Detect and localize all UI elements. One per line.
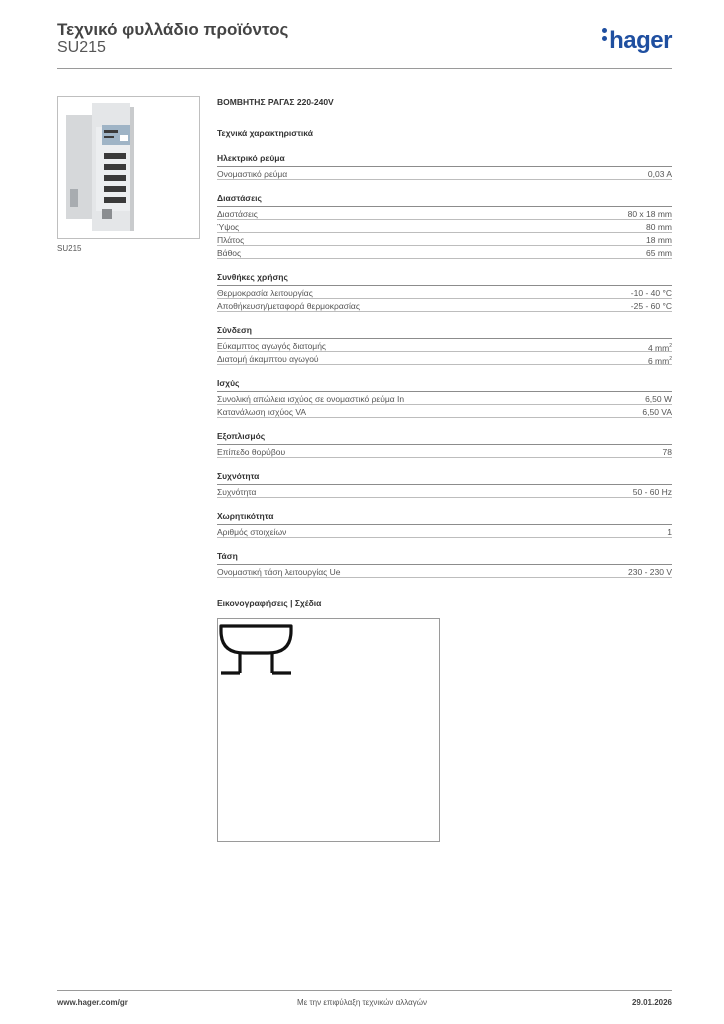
spec-row bbox=[217, 220, 672, 233]
illustration-box bbox=[217, 618, 440, 842]
logo-dots-icon bbox=[602, 28, 608, 44]
spec-value-text: 6,50 W bbox=[645, 394, 672, 404]
spec-value-text: 4 mm bbox=[647, 342, 670, 353]
illustrations-heading: Εικονογραφήσεις | Σχέδια bbox=[217, 598, 322, 608]
spec-section bbox=[217, 325, 672, 365]
section-title: Συχνότητα bbox=[217, 471, 672, 485]
unit-superscript: 2 bbox=[669, 356, 672, 362]
spec-row bbox=[217, 207, 672, 220]
spec-label: Αριθμός στοιχείων bbox=[217, 527, 287, 537]
spec-value bbox=[642, 406, 672, 417]
spec-section bbox=[217, 511, 672, 538]
spec-value bbox=[631, 287, 672, 298]
section-title: Διαστάσεις bbox=[217, 193, 672, 207]
spec-label: Διαστάσεις bbox=[217, 209, 258, 219]
spec-section bbox=[217, 431, 672, 458]
spec-value-text: 230 - 230 V bbox=[628, 567, 672, 577]
spec-label: Κατανάλωση ισχύος VA bbox=[217, 407, 307, 417]
spec-label: Διατομή άκαμπτου αγωγού bbox=[217, 354, 319, 364]
product-image bbox=[57, 96, 200, 239]
spec-label: Βάθος bbox=[217, 248, 242, 258]
footer-website-link[interactable]: www.hager.com/gr bbox=[57, 998, 128, 1007]
hager-logo[interactable] bbox=[602, 27, 672, 55]
tech-specs-heading: Τεχνικά χαρακτηριστικά bbox=[217, 128, 313, 138]
spec-row bbox=[217, 286, 672, 299]
spec-label: Συχνότητα bbox=[217, 487, 257, 497]
spec-label: Συνολική απώλεια ισχύος σε ονομαστικό ρεύμα In bbox=[217, 394, 405, 404]
spec-value-text: 78 bbox=[662, 447, 672, 457]
spec-section bbox=[217, 551, 672, 578]
spec-section bbox=[217, 153, 672, 180]
spec-value-text: 1 bbox=[667, 527, 672, 537]
footer-divider bbox=[57, 990, 672, 991]
spec-row bbox=[217, 392, 672, 405]
logo-text: hager bbox=[609, 27, 672, 54]
spec-content bbox=[217, 96, 672, 578]
spec-row bbox=[217, 405, 672, 418]
buzzer-symbol-icon bbox=[218, 619, 439, 841]
spec-value bbox=[633, 486, 672, 497]
section-title: Τάση bbox=[217, 551, 672, 565]
spec-row bbox=[217, 352, 672, 365]
spec-value-text: 18 mm bbox=[646, 235, 672, 245]
spec-value bbox=[646, 234, 672, 245]
spec-label: Εύκαμπτος αγωγός διατομής bbox=[217, 341, 327, 351]
section-title: Σύνδεση bbox=[217, 325, 672, 339]
spec-value bbox=[646, 221, 672, 232]
spec-value bbox=[648, 340, 672, 351]
spec-value bbox=[631, 300, 672, 311]
spec-label: Θερμοκρασία λειτουργίας bbox=[217, 288, 313, 298]
spec-value bbox=[648, 168, 672, 179]
spec-row bbox=[217, 565, 672, 578]
spec-value-text: 6 mm bbox=[647, 355, 670, 366]
section-title: Ισχύς bbox=[217, 378, 672, 392]
spec-value bbox=[648, 353, 672, 364]
spec-value-text: 80 mm bbox=[646, 222, 672, 232]
spec-section bbox=[217, 471, 672, 498]
spec-value-text: 50 - 60 Hz bbox=[632, 487, 672, 497]
footer-date: 29.01.2026 bbox=[631, 998, 672, 1007]
spec-label: Ονομαστική τάση λειτουργίας Ue bbox=[217, 567, 341, 577]
spec-value-text: 6,50 VA bbox=[642, 407, 672, 417]
spec-value-text: 80 x 18 mm bbox=[627, 209, 672, 219]
product-photo-icon bbox=[58, 97, 199, 238]
spec-section bbox=[217, 378, 672, 418]
spec-label: Αποθήκευση/μεταφορά θερμοκρασίας bbox=[217, 301, 360, 311]
spec-value bbox=[646, 247, 672, 258]
spec-value bbox=[667, 526, 672, 537]
spec-value bbox=[663, 446, 672, 457]
spec-row bbox=[217, 233, 672, 246]
spec-value bbox=[628, 208, 672, 219]
product-code: SU215 bbox=[57, 39, 106, 56]
spec-row bbox=[217, 167, 672, 180]
image-caption: SU215 bbox=[57, 244, 82, 253]
spec-row bbox=[217, 525, 672, 538]
section-title: Ηλεκτρικό ρεύμα bbox=[217, 153, 672, 167]
spec-value-text: -25 - 60 °C bbox=[630, 301, 672, 311]
spec-row bbox=[217, 485, 672, 498]
section-title: Χωρητικότητα bbox=[217, 511, 672, 525]
section-title: Εξοπλισμός bbox=[217, 431, 672, 445]
spec-label: Επίπεδο θορύβου bbox=[217, 447, 286, 457]
spec-value-text: 0,03 A bbox=[647, 169, 672, 179]
spec-row bbox=[217, 445, 672, 458]
document-title: Τεχνικό φυλλάδιο προϊόντος bbox=[57, 20, 289, 39]
spec-value-text: 65 mm bbox=[646, 248, 672, 258]
spec-label: Πλάτος bbox=[217, 235, 245, 245]
spec-row bbox=[217, 246, 672, 259]
spec-row bbox=[217, 339, 672, 352]
spec-value bbox=[645, 393, 672, 404]
spec-sections bbox=[217, 153, 672, 578]
spec-label: Ονομαστικό ρεύμα bbox=[217, 169, 288, 179]
section-title: Συνθήκες χρήσης bbox=[217, 272, 672, 286]
spec-row bbox=[217, 299, 672, 312]
footer-notice: Με την επιφύλαξη τεχνικών αλλαγών bbox=[297, 998, 427, 1007]
spec-value bbox=[628, 566, 672, 577]
header-divider bbox=[57, 68, 672, 69]
spec-label: Ύψος bbox=[217, 222, 240, 232]
spec-section bbox=[217, 272, 672, 312]
product-name: ΒΟΜΒΗΤΗΣ ΡΑΓΑΣ 220-240V bbox=[217, 97, 334, 107]
unit-superscript: 2 bbox=[669, 343, 672, 349]
spec-value-text: -10 - 40 °C bbox=[630, 288, 672, 298]
spec-section bbox=[217, 193, 672, 259]
